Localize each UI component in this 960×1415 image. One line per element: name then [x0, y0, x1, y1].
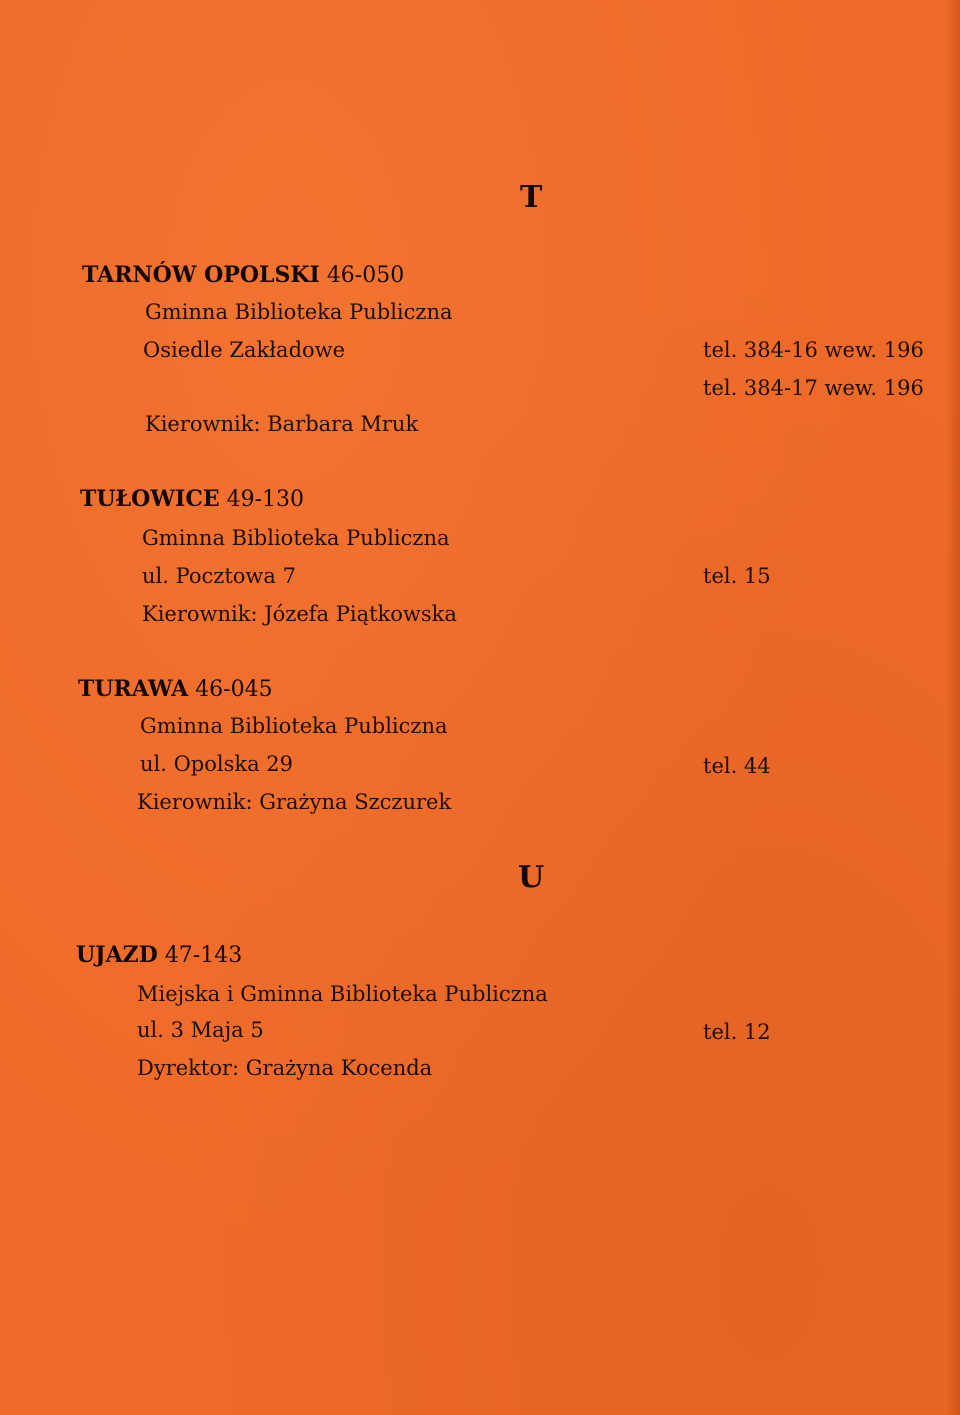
library-address: Osiedle Zakładowe	[143, 338, 346, 362]
entry-header-tarnow-opolski	[82, 262, 404, 288]
library-name: Gminna Biblioteka Publiczna	[142, 526, 450, 550]
library-phone: tel. 15	[703, 564, 771, 588]
library-phone: tel. 44	[703, 754, 771, 778]
library-name: Gminna Biblioteka Publiczna	[140, 714, 448, 738]
postal-code: 47-143	[164, 943, 243, 968]
entry-header-ujazd	[76, 942, 242, 968]
entry-header-tulowice	[80, 486, 304, 512]
library-head: Kierownik: Barbara Mruk	[145, 412, 419, 436]
library-name: Gminna Biblioteka Publiczna	[145, 300, 453, 324]
town-name: TUŁOWICE	[80, 486, 220, 512]
postal-code: 46-050	[326, 263, 405, 288]
library-address: ul. Pocztowa 7	[142, 564, 296, 588]
library-name: Miejska i Gminna Biblioteka Publiczna	[137, 982, 548, 1006]
town-name: UJAZD	[76, 942, 158, 968]
entry-header-turawa	[78, 676, 273, 702]
section-letter-u: U	[518, 860, 545, 895]
library-phone: tel. 12	[703, 1020, 771, 1044]
library-head: Kierownik: Józefa Piątkowska	[142, 602, 457, 626]
library-address: ul. Opolska 29	[140, 752, 294, 776]
section-letter-t: T	[520, 180, 543, 215]
library-head: Kierownik: Grażyna Szczurek	[137, 790, 452, 814]
page-edge-shadow	[946, 0, 960, 1415]
library-head: Dyrektor: Grażyna Kocenda	[137, 1056, 433, 1080]
town-name: TARNÓW OPOLSKI	[82, 262, 320, 288]
library-phone: tel. 384-16 wew. 196	[703, 338, 924, 362]
town-name: TURAWA	[78, 676, 189, 702]
library-address: ul. 3 Maja 5	[137, 1018, 264, 1042]
postal-code: 49-130	[226, 487, 305, 512]
library-phone: tel. 384-17 wew. 196	[703, 376, 924, 400]
postal-code: 46-045	[195, 677, 273, 702]
